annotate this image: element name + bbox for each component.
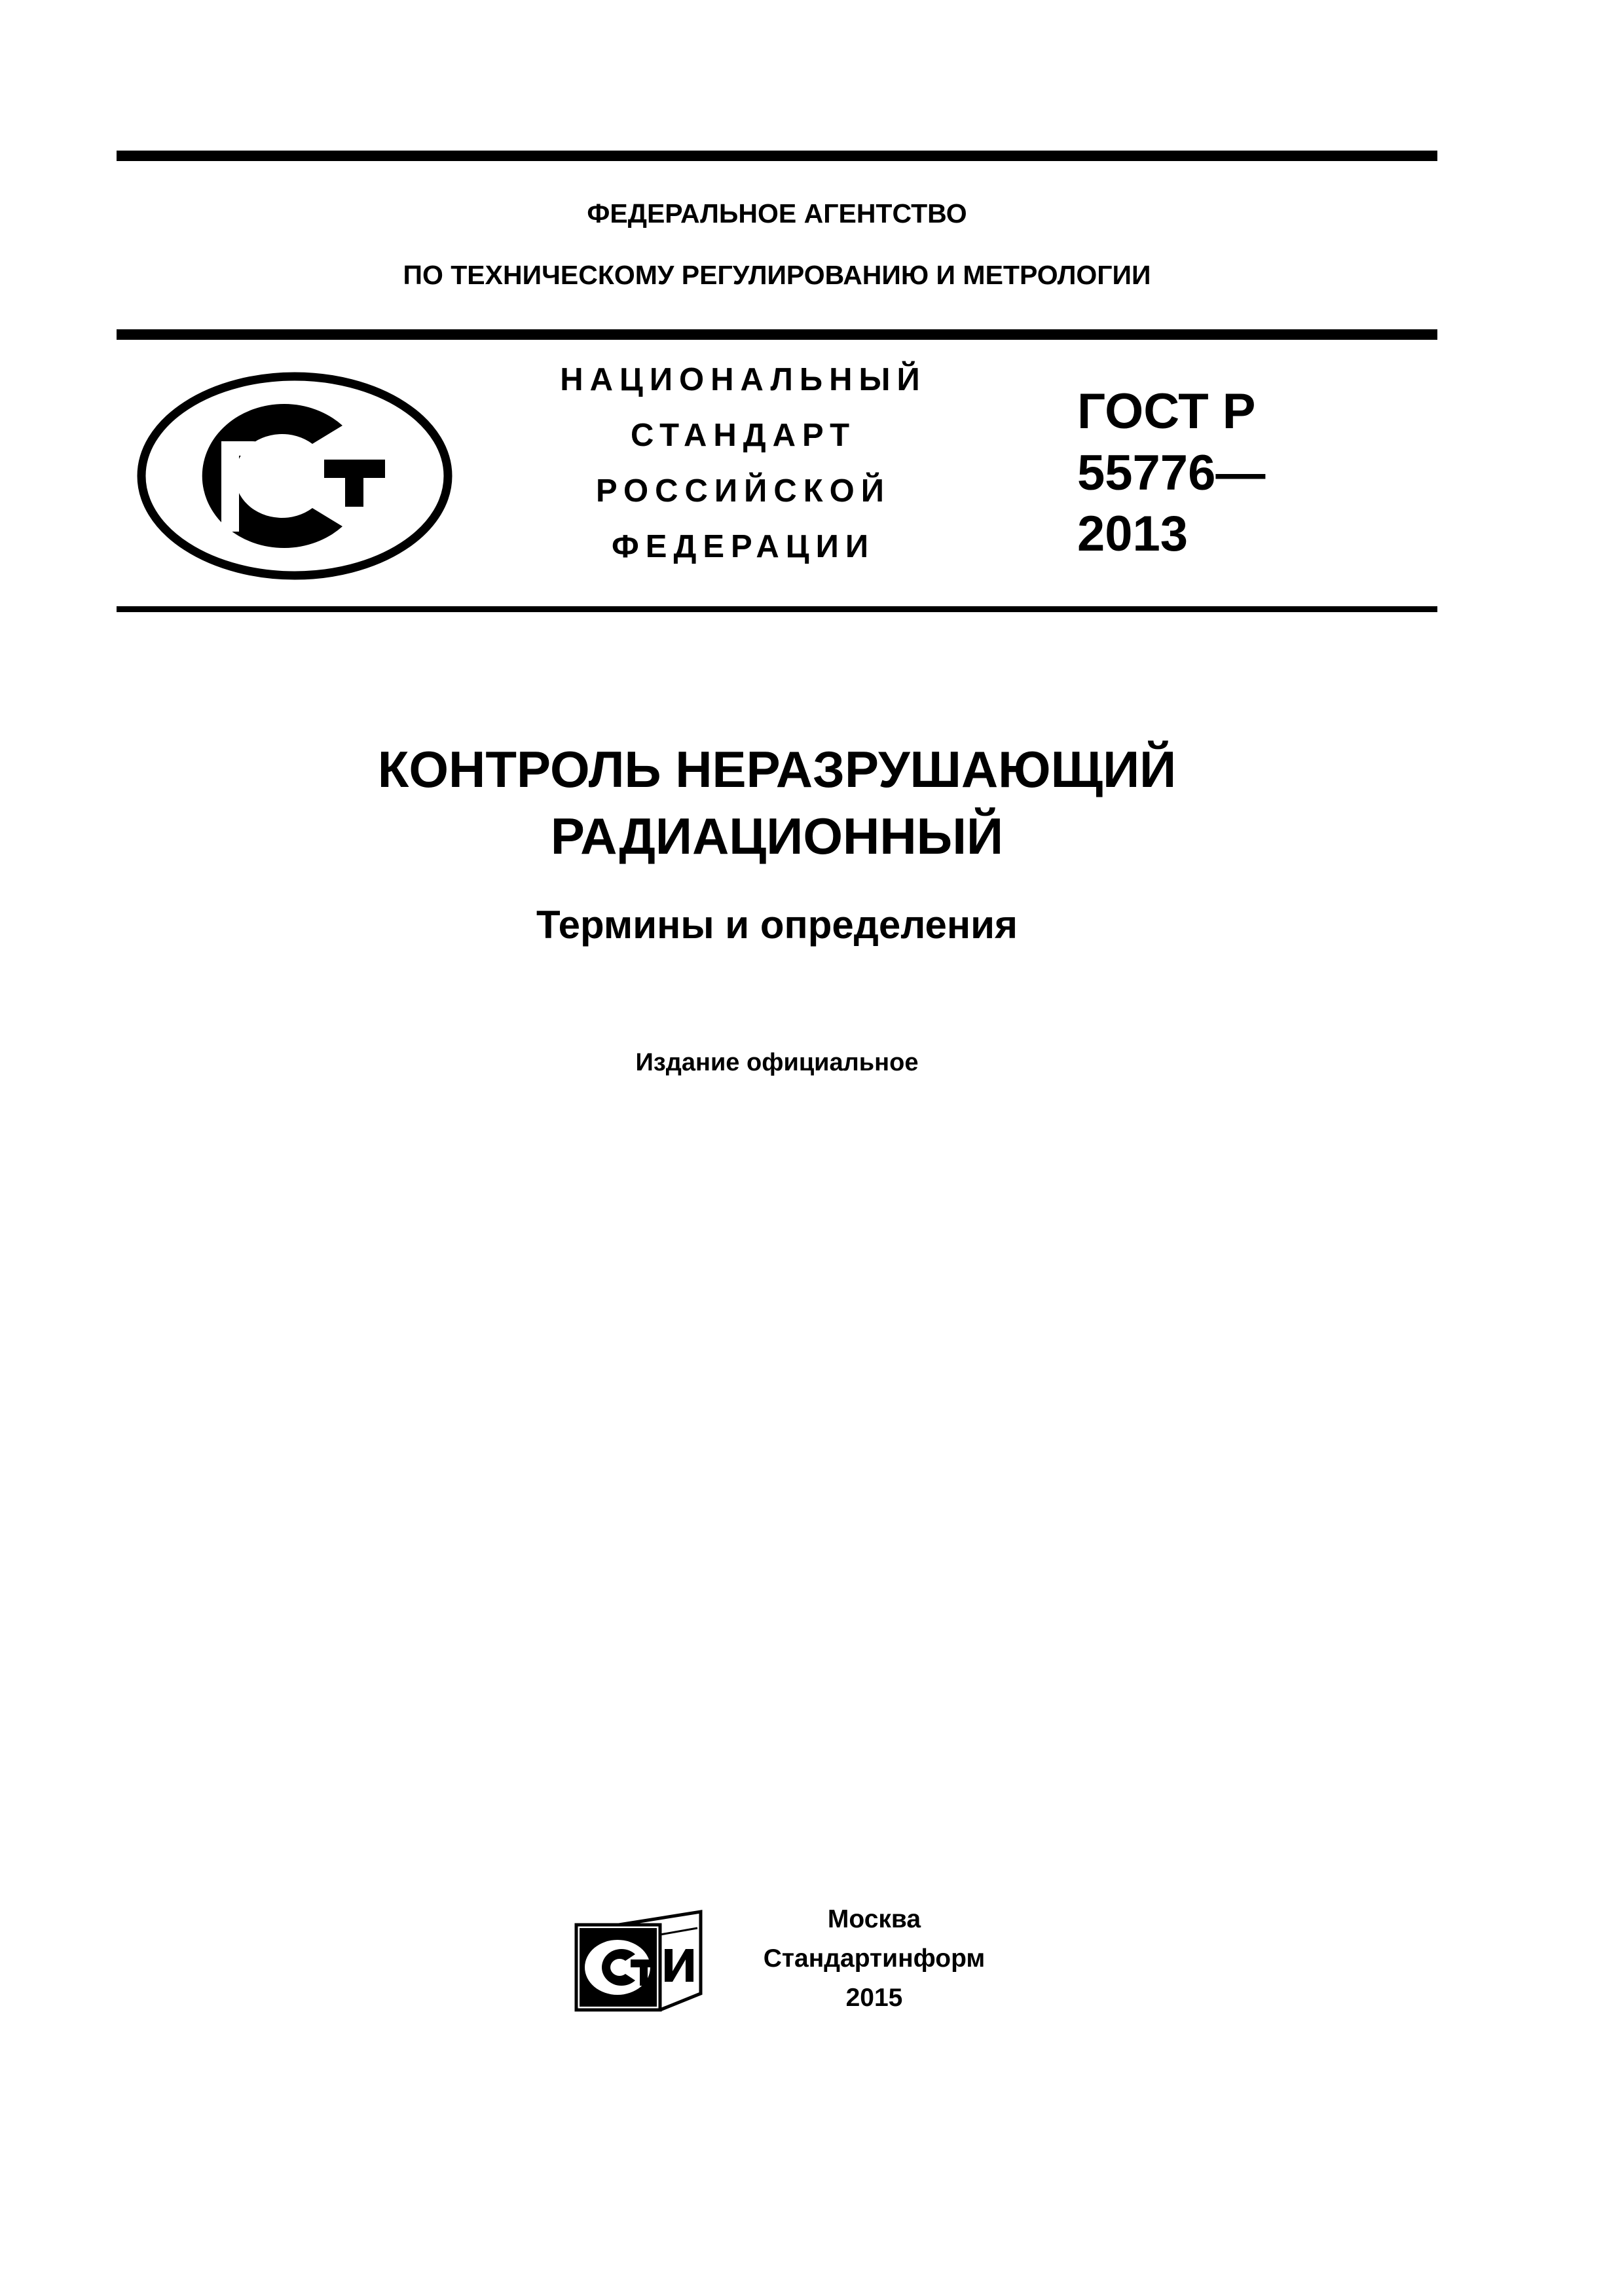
edition-note: Издание официальное (635, 1049, 919, 1076)
document-title-line-2: РАДИАЦИОННЫЙ (550, 807, 1004, 865)
header-rule (117, 329, 1437, 340)
designation-line-3: 2013 (1077, 506, 1189, 562)
standard-type-line-4: ФЕДЕРАЦИИ (611, 529, 876, 564)
header-bottom-rule (117, 606, 1437, 612)
agency-line-2: ПО ТЕХНИЧЕСКОМУ РЕГУЛИРОВАНИЮ И МЕТРОЛОГИИ (403, 260, 1151, 290)
publisher-city: Москва (827, 1905, 921, 1933)
agency-line-1: ФЕДЕРАЛЬНОЕ АГЕНТСТВО (587, 198, 967, 228)
publisher-name: Стандартинформ (763, 1944, 986, 1973)
designation-line-2: 55776— (1077, 445, 1266, 501)
designation-line-1: ГОСТ Р (1077, 384, 1256, 439)
standard-type-line-1: НАЦИОНАЛЬНЫЙ (560, 362, 927, 397)
top-rule (117, 151, 1437, 161)
standard-type-line-3: РОССИЙСКОЙ (596, 473, 891, 509)
document-title-line-1: КОНТРОЛЬ НЕРАЗРУШАЮЩИЙ (377, 740, 1177, 798)
document-subtitle: Термины и определения (536, 903, 1018, 947)
standard-type-line-2: СТАНДАРТ (630, 418, 857, 453)
publisher-year: 2015 (845, 1984, 903, 2012)
rst-certification-mark-icon (134, 368, 455, 584)
standartinform-sti-icon (573, 1908, 704, 2013)
